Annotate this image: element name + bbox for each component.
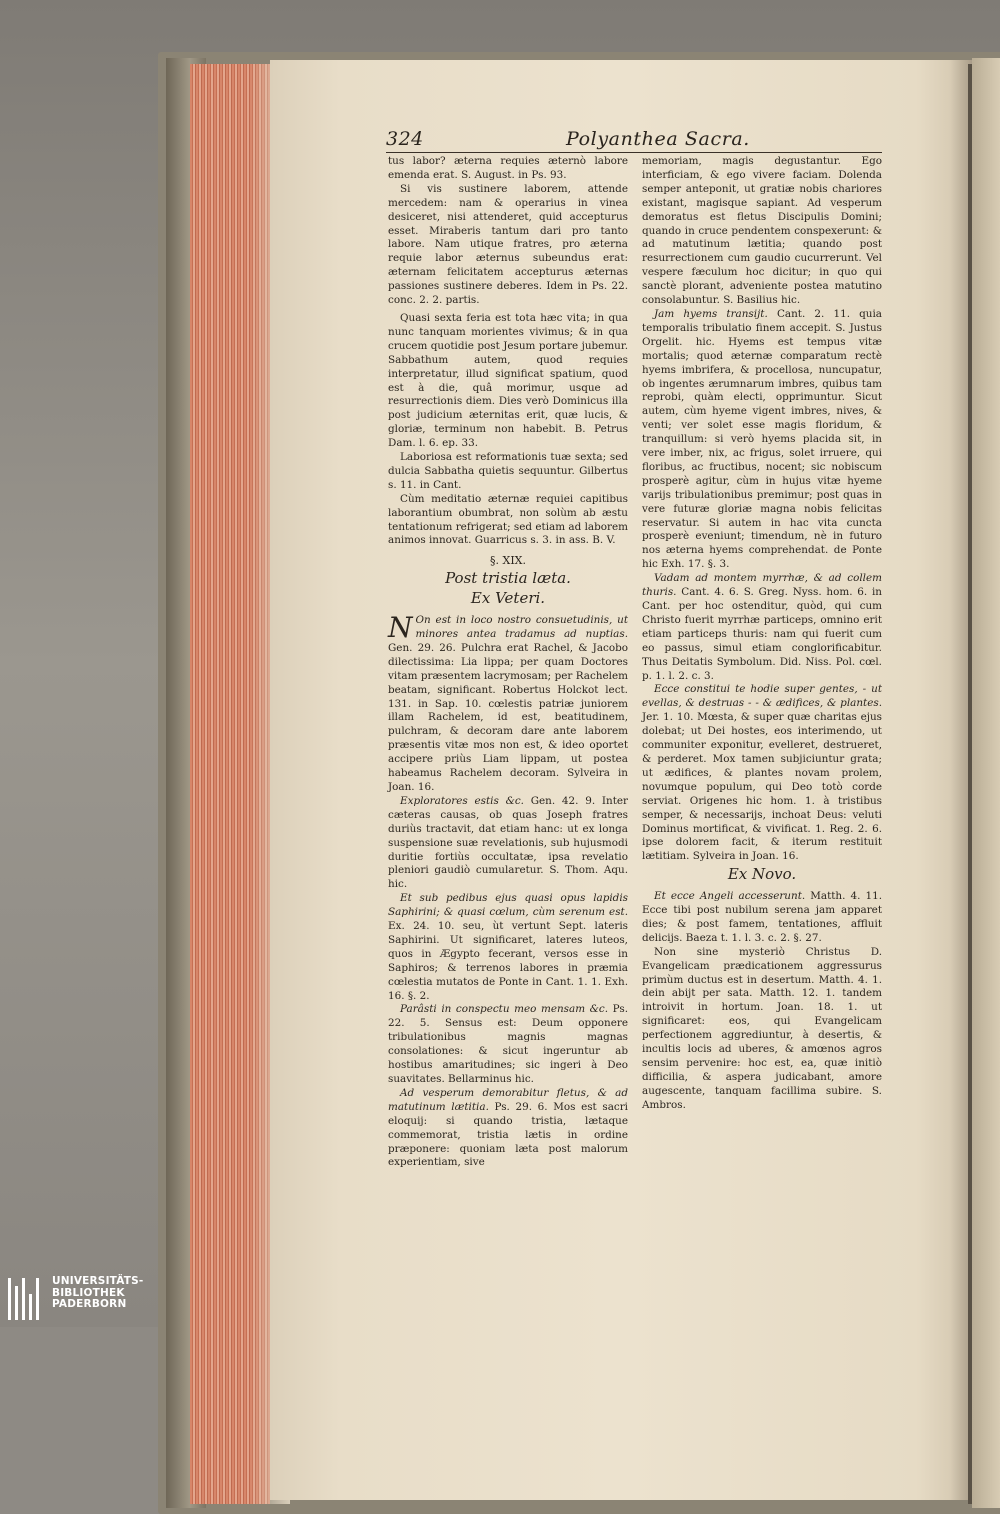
running-head: Polyanthea Sacra. — [566, 128, 750, 150]
right-column — [642, 155, 882, 1113]
scripture-quote: On est in loco nostro consuetudinis, ut minores antea tradamus ad nuptias. — [415, 614, 628, 640]
scripture-quote: Et sub pedibus ejus quasi opus lapidis Saphirini; & quasi cœlum, cùm serenum est. — [388, 892, 628, 919]
logo-line: UNIVERSITÄTS- — [52, 1275, 144, 1287]
paragraph — [642, 572, 882, 683]
logo-line: PADERBORN — [52, 1298, 127, 1310]
commentary: Ex. 24. 10. seu, ùt vertunt Sept. lateris Saphirini. Ut significaret, lateres luteos, quos in Ægypto fecerant, versos esse in Saphiros; & terrenos labores in præmia cœlestia mutatos de Ponte in Cant. 1. 1. Exh. 16. §. 2. — [388, 920, 628, 1002]
page-number: 324 — [386, 128, 424, 150]
paragraph — [388, 892, 628, 1003]
scripture-quote: Ad vesperum demorabitur fletus, & ad matutinum lætitia. — [388, 1086, 628, 1113]
paragraph: Laboriosa est reformationis tuæ sexta; sed dulcia Sabbatha quietis sequuntur. Gilbertus s. 11. in Cant. — [388, 451, 628, 491]
paragraph — [642, 890, 882, 946]
scripture-quote: Exploratores estis &c. — [400, 794, 524, 807]
section-number: §. XIX. — [490, 554, 526, 568]
commentary: Matth. 4. 11. Ecce tibi post nubilum serena jam apparet dies; & post famem, tentationes, affluit delicijs. Baeza t. 1. l. 3. c. 2. §. 27. — [642, 890, 882, 944]
paragraph — [388, 795, 628, 892]
commentary: Jer. 1. 10. Mœsta, & super quæ charitas ejus dolebat; ut Dei hostes, eos interimendo, ut communiter exponitur, evelleret, destrueret, & perderet. Mox tamen subjiciuntur grata; ut ædifices, & plantes novam prolem, novumque populum, qui Deo totò corde serviat. Origenes hic hom. 1. à tristibus semper, & necessarijs, inchoat Deus: veluti Dominus mortificat, & vivificat. 1. Reg. 2. 6. ipse dolorem facit, & iterum restituit lætitiam. Sylveira in Joan. 16. — [642, 711, 882, 863]
section-title: Post tristia læta. — [445, 569, 571, 588]
left-column — [388, 155, 628, 1170]
paragraph: Cùm meditatio æternæ requiei capitibus laborantium obumbrat, non solùm ab æstu tentationum refrigerat; sed etiam ad laborem animos innovat. Guarricus s. 3. in ass. B. V. — [388, 492, 628, 547]
paragraph: memoriam, magis degustantur. Ego interficiam, & ego vivere faciam. Dolenda semper anteponit, ut gratiæ nobis chariores existant, magisque sapiant. Ad vesperum demoratus est fletus Discipulis Domini; quando in cruce pendentem conspexerunt: & ad matutinum lætitia; quando post resurrectionem cum gaudio cucurrerunt. Vel vespere fæculum hoc dicitur; in quo qui sanctè plorant, adveniente postea matutino consolabuntur. S. Basilius hic. — [642, 155, 882, 307]
paragraph: Non sine mysteriò Christus D. Evangelicam prædicationem aggressurus primùm ductus est in desertum. Matth. 4. 1. dein abijt per sata. Matth. 12. 1. tandem introivit in hortum. Joan. 18. 1. ut significaret: eos, qui Evangelicam perfectionem aggrediuntur, à desertis, & incultis locis ad uberes, & amœnos agros sensim pervenire: hoc est, ea, quæ initiò difficilia, & aspera judicabant, amore augescente, tanquam facillima subire. S. Ambros. — [642, 945, 882, 1111]
commentary: Cant. 4. 6. S. Greg. Nyss. hom. 6. in Cant. per hoc ostenditur, quòd, qui cum Christo fuerit myrrhæ particeps, omnino erit etiam particeps thuris: nam qui fuerit cum eo passus, simul etiam conglorificabitur. Thus Deitatis Symbolum. Did. Niss. Pol. cœl. p. 1. l. 2. c. 3. — [642, 586, 882, 682]
facing-page-edge — [972, 58, 1000, 1508]
commentary: Gen. 29. 26. Pulchra erat Rachel, & Jacobo dilectissima: Lia lippa; per quam Doctores vitam præsentem lacrymosam; per Rachelem beatam, significant. Robertus Holckot lect. 131. in Sap. 10. cœlestis patriæ juniorem illam Rachelem, id est, beatitudinem, pulchram, & decoram dare ante laborem præsentis vitæ mos non est, & ideo oportet accipere priùs Liam lippam, ut postea habeamus Rachelem decoram. Sylveira in Joan. 16. — [388, 641, 628, 793]
paragraph — [388, 1003, 628, 1086]
paragraph — [642, 308, 882, 572]
subhead-old-testament: Ex Veteri. — [470, 589, 546, 608]
commentary: Cant. 2. 11. quia temporalis tribulatio finem accepit. S. Justus Orgelit. hic. Hyems est tempus vitæ mortalis; quod æternæ comparatum rectè hyems imbrifera, & procellosa, nuncupatur, ob ingentes ærumnarum imbres, quibus tam reprobi, quàm electi, opprimuntur. Sicut autem, cùm hyeme vigent imbres, nives, & venti; ver solet esse magis floridum, & tranquillum: si verò hyems placida sit, in vere imber, nix, ac frigus, solet irruere, qui floribus, ac fructibus, nocent; sic nobiscum prosperè agitur, cùm in hujus vitæ hyeme varijs tribulationibus premimur; post quas in vere futuræ gloriæ magna nobis felicitas reservatur. Si autem in hac vita cuncta prosperè eveniunt; timendum, nè in futuro nos æterna hyems comprehendat. de Ponte hic Exh. 17. §. 3. — [642, 307, 882, 571]
library-logo — [8, 1276, 168, 1324]
commentary: Ps. 29. 6. Mos est sacri eloquij: si quando tristia, lætaque commemorat, tristia lætis in ordine præponere: quoniam læta post malorum experientiam, sive — [388, 1100, 628, 1169]
logo-text — [52, 1276, 143, 1311]
scripture-quote: Vadam ad montem myrrhæ, & ad collem thuris. — [642, 572, 882, 599]
scripture-quote: Et ecce Angeli accesserunt. — [654, 890, 806, 903]
commentary: Gen. 42. 9. Inter cæteras causas, ob quas Joseph fratres duriùs tractavit, dat etiam hanc: ut ex longa suspensione suæ revelationis, sub hujusmodi duritie fortiùs occultatæ, ipsa revelatio pleniori gaudiò cumularetur. S. Thom. Aqu. hic. — [388, 794, 629, 891]
scripture-quote: Parâsti in conspectu meo mensam &c. — [400, 1003, 609, 1016]
page-header — [386, 128, 882, 152]
paragraph — [388, 1087, 628, 1170]
paragraph — [642, 683, 882, 864]
commentary: Ps. 22. 5. Sensus est: Deum opponere tribulationibus magnis magnas consolationes: & sicut ingeruntur ab hostibus amaritudines; sic ingeri à Deo suavitates. Bellarminus hic. — [388, 1003, 628, 1085]
logo-line: BIBLIOTHEK — [52, 1286, 125, 1299]
scripture-quote: Ecce constitui te hodie super gentes, - ut evellas, & destruas - - & ædifices, & plantes. — [642, 683, 882, 710]
drop-cap: N — [388, 611, 413, 645]
paragraph: Si vis sustinere laborem, attende mercedem: nam & operarius in vinea desiceret, nisi attenderet, quid accepturus esset. Miraberis tantum dari pro tanto labore. Nam utique fratres, pro æterna requie labor æternus subeundus erat: æternam felicitatem accepturus æternas passiones sustinere deberes. Idem in Ps. 22. conc. 2. 2. partis. — [388, 182, 628, 307]
paragraph: tus labor? æterna requies æternò labore emenda erat. S. August. in Ps. 93. — [388, 155, 628, 181]
scripture-quote: Jam hyems transijt. — [654, 307, 768, 320]
header-rule — [386, 152, 882, 153]
paragraph: Quasi sexta feria est tota hæc vita; in qua nunc tanquam morientes vivimus; & in qua crucem quotidie post Jesum portare jubemur. Sabbathum autem, quod requies interpretatur, illud significat spatium, quod est à die, quâ morimur, usque ad resurrectionis diem. Dies verò Dominicus illa post judicium æternitas erit, quæ lucis, & gloriæ, terminum non habebit. B. Petrus Dam. l. 6. ep. 33. — [388, 311, 628, 450]
subhead-new-testament: Ex Novo. — [727, 865, 797, 884]
paragraph — [388, 611, 628, 795]
